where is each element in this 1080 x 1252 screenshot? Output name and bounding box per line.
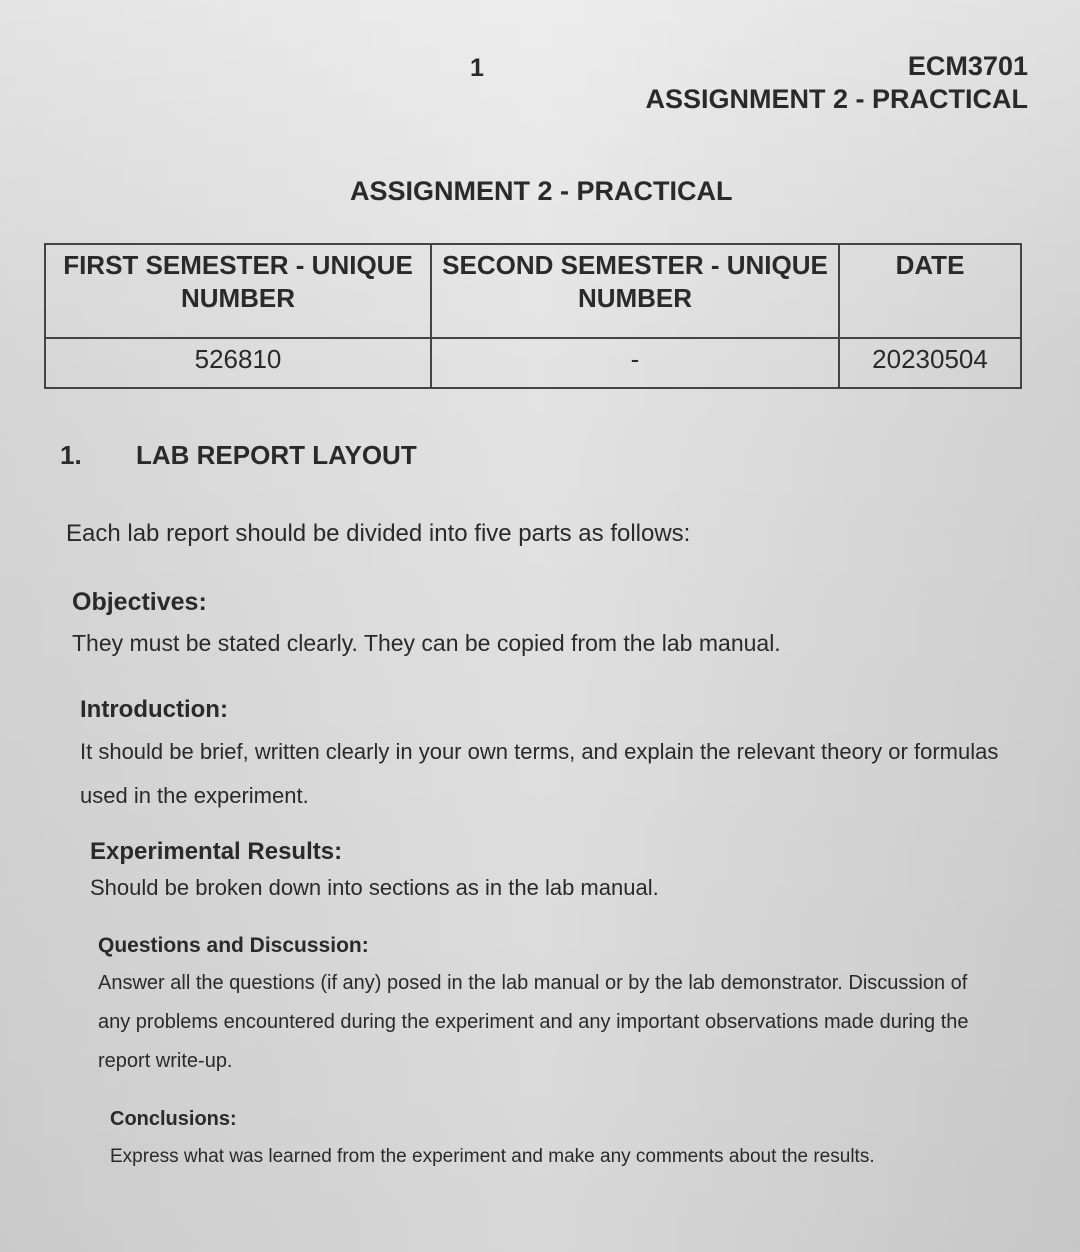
table-header-cell: DATE: [839, 244, 1021, 338]
table-cell: -: [431, 338, 839, 388]
part-body: They must be stated clearly. They can be copied from the lab manual.: [72, 630, 781, 656]
part-title: Introduction:: [80, 696, 228, 723]
part-introduction: [80, 696, 1010, 818]
section-number: 1.: [60, 440, 82, 470]
table-header-cell: FIRST SEMESTER - UNIQUE NUMBER: [45, 244, 431, 338]
part-title: Questions and Discussion:: [98, 934, 369, 957]
section-heading: [60, 440, 417, 471]
part-title: Experimental Results:: [90, 838, 343, 865]
part-body: Should be broken down into sections as in the lab manual.: [90, 875, 659, 900]
table-cell: 20230504: [839, 338, 1021, 388]
part-title: Conclusions:: [110, 1108, 237, 1130]
part-experimental-results: [90, 838, 659, 904]
part-conclusions: [110, 1108, 990, 1177]
part-body: Express what was learned from the experiment and make any comments about the results.: [110, 1146, 875, 1167]
part-questions-discussion: [98, 934, 998, 1081]
course-code: ECM3701: [907, 51, 1028, 81]
running-header: [645, 50, 1028, 116]
page-number: 1: [470, 54, 484, 82]
part-objectives: [72, 588, 781, 663]
table-row: [45, 338, 1021, 388]
table-header-cell: SECOND SEMESTER - UNIQUE NUMBER: [431, 244, 839, 338]
part-body: It should be brief, written clearly in your own terms, and explain the relevant theory or formulas used in the experiment.: [80, 739, 999, 808]
unique-number-table: [44, 243, 1022, 389]
intro-paragraph: Each lab report should be divided into five parts as follows:: [66, 520, 691, 547]
section-title: LAB REPORT LAYOUT: [136, 440, 417, 470]
table-cell: 526810: [45, 338, 431, 388]
header-assignment: ASSIGNMENT 2 - PRACTICAL: [645, 84, 1028, 114]
part-title: Objectives:: [72, 588, 207, 616]
part-body: Answer all the questions (if any) posed in the lab manual or by the lab demonstrator. Discussion of any problems encountered during the experiment and any important observations made during the report write-up.: [98, 972, 969, 1072]
document-title: ASSIGNMENT 2 - PRACTICAL: [350, 176, 733, 206]
table-header-row: [45, 244, 1021, 338]
